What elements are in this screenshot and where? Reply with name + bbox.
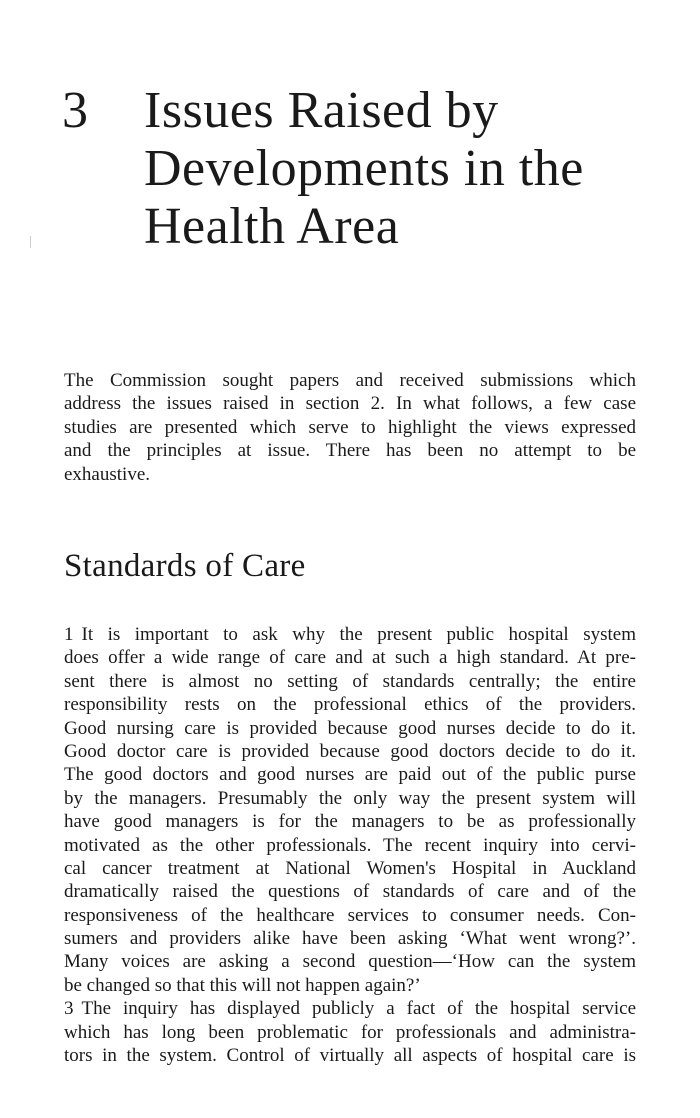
text-line-content: The inquiry has displayed publicly a fact of the hospital service [81, 998, 636, 1020]
numbered-paragraph [64, 997, 636, 1067]
paragraph-number: 1 [64, 624, 74, 645]
text-line: does offer a wide range of care and at such a high standard. At pre- [64, 647, 636, 669]
intro-paragraph [64, 369, 636, 486]
chapter-title-line: Issues Raised by [144, 82, 499, 139]
text-line: responsibility rests on the professional ethics of the providers. [64, 694, 636, 716]
body-text [64, 623, 636, 1067]
text-line: sent there is almost no setting of standards centrally; the entire [64, 670, 636, 692]
text-line: exhaustive. [64, 463, 151, 485]
margin-mark [30, 236, 31, 248]
text-line [64, 623, 636, 646]
text-line: The good doctors and good nurses are paid out of the public purse [64, 764, 636, 786]
text-line: by the managers. Presumably the only way the present system will [64, 787, 636, 809]
chapter-title-line: Developments in the [144, 140, 584, 197]
paragraph-number: 3 [64, 998, 74, 1020]
text-line-content: It is important to ask why the present public hospital system [81, 624, 636, 645]
chapter-title [144, 82, 664, 256]
text-line: address the issues raised in section 2. In what follows, a few case [64, 393, 636, 415]
text-line: sumers and providers alike have been asking ‘What went wrong?’. [64, 928, 636, 950]
text-line: Good doctor care is provided because good doctors decide to do it. [64, 740, 636, 762]
text-line: have good managers is for the managers to be as professionally [64, 811, 636, 833]
chapter-title-line: Health Area [144, 198, 400, 255]
text-line: be changed so that this will not happen again?’ [64, 974, 421, 996]
section-heading: Standards of Care [64, 548, 306, 584]
text-line: The Commission sought papers and received submissions which [64, 370, 636, 391]
text-line: responsiveness of the healthcare services to consumer needs. Con- [64, 904, 636, 926]
text-line: which has long been problematic for professionals and administra- [64, 1021, 636, 1043]
text-line [64, 997, 636, 1020]
text-line: and the principles at issue. There has been no attempt to be [64, 440, 636, 462]
chapter-number: 3 [62, 82, 88, 139]
numbered-paragraph [64, 623, 636, 997]
text-line: Many voices are asking a second question—‘How can the system [64, 951, 636, 973]
text-line: dramatically raised the questions of standards of care and of the [64, 881, 636, 903]
text-line: cal cancer treatment at National Women's Hospital in Auckland [64, 857, 636, 879]
text-line: Good nursing care is provided because good nurses decide to do it. [64, 717, 636, 739]
text-line: motivated as the other professionals. The recent inquiry into cervi- [64, 834, 636, 856]
text-line: studies are presented which serve to highlight the views expressed [64, 416, 636, 438]
text-line: tors in the system. Control of virtually all aspects of hospital care is [64, 1045, 636, 1067]
